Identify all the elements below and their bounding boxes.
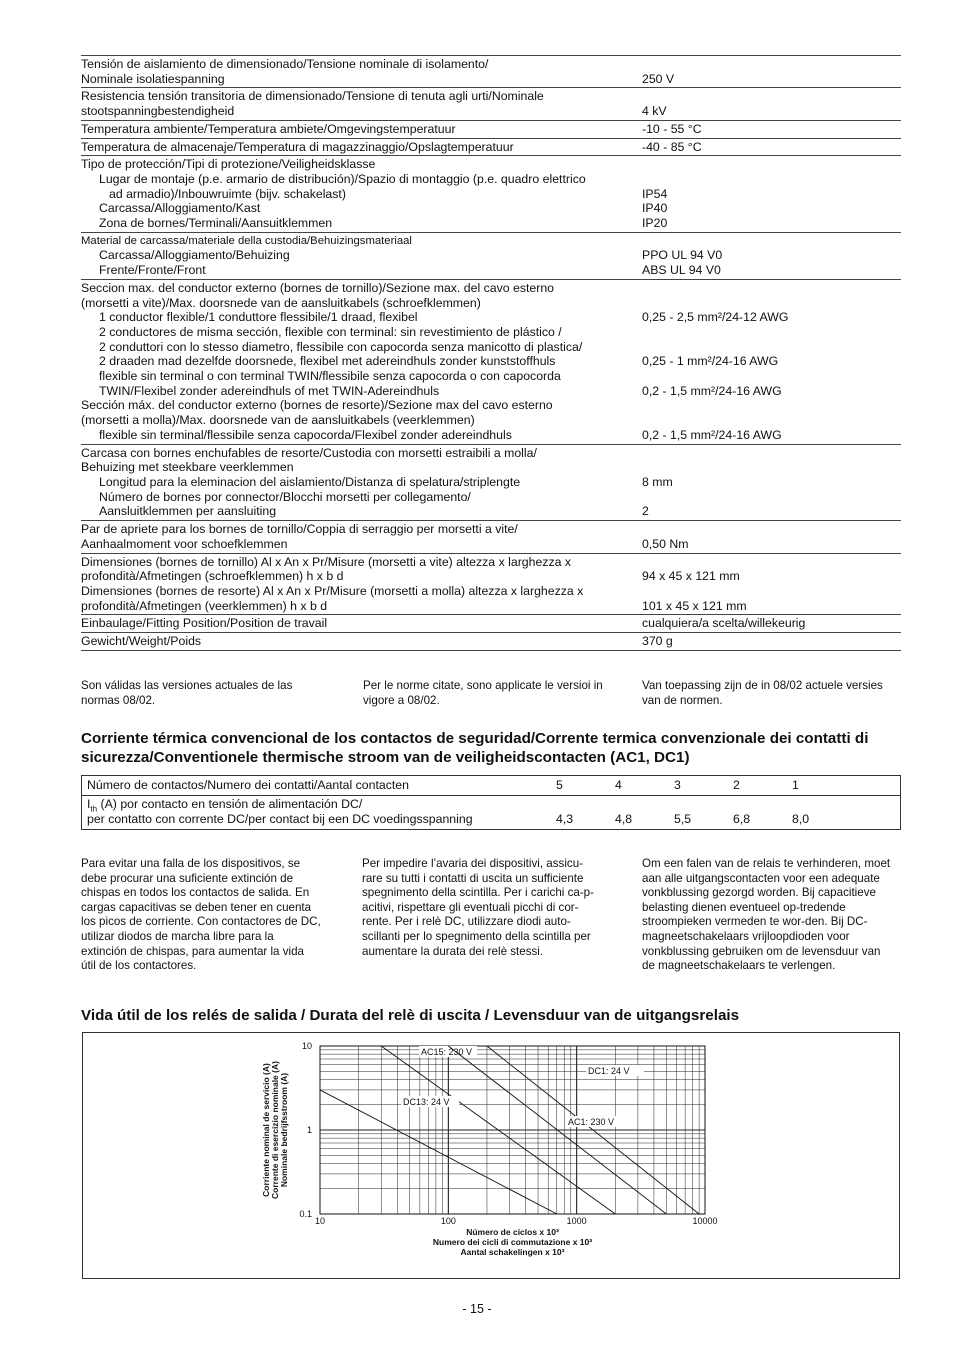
paragraph-line: stroompieken vermeden te wor-den. Bij DC-: [642, 915, 868, 929]
spec-label: Temperatura de almacenaje/Temperatura di magazzinaggio/Opslagtemperatuur: [81, 138, 642, 156]
spec-row: [81, 88, 901, 120]
spec-row: [81, 633, 901, 651]
spec-row: [81, 56, 901, 88]
spec-label: Tensión de aislamiento de dimensionado/Tensione nominale di isolamento/ Nominale isolatiespanning: [81, 56, 642, 88]
paragraph-line: cargas capacitivas se deben tener en cuenta: [81, 900, 312, 914]
spec-row: [81, 138, 901, 156]
section-title-thermal-current: Corriente térmica convencional de los contactos de seguridad/Corrente termica convenzionale dei contatti di sicurezza/Conventionele thermische stroom van de veiligheidscontacten (AC1, DC1): [81, 730, 869, 766]
specs-table: [81, 55, 901, 651]
paragraph-line: extinción de chispas, para aumentar la vida: [81, 944, 304, 958]
series-label: AC15: 230 V: [421, 1047, 473, 1057]
row-label-ith: $I_{th}$ (A) por contacto en tensión de alimentación DC/: [87, 797, 363, 814]
spec-row: [81, 553, 901, 615]
paragraph-line: belasting dienen eventueel op-tredende: [642, 900, 846, 914]
paragraph-line: útil de los contactores.: [81, 959, 197, 973]
spec-value: 8 mm 2: [642, 444, 901, 521]
y-axis-label: Nominale bedrijfsstroom (A): [279, 1072, 289, 1188]
paragraph-line: aan alle uitgangscontacten voor een adequate: [642, 871, 880, 885]
paragraph-line: utilizar diodos de marcha libre para la: [81, 929, 274, 943]
spec-label: Temperatura ambiente/Temperatura ambiete/Omgevingstemperatuur: [81, 120, 642, 138]
spec-label: Material de carcassa/materiale della custodia/Behuizingsmateriaal Carcassa/Alloggiamento/Behuizing Frente/Fronte/Front: [81, 232, 642, 279]
spec-label: Carcasa con bornes enchufables de resorte/Custodia con morsetti estraibili a molla/ Behuizing met steekbare veerklemmen Longitud para la eleminacion del aislamiento/Distanza di spelatura/striplengte Número de bornes por connector/Blocchi morsetti per collegamento/ Aansluitklemmen per aansluiting: [81, 444, 642, 521]
spec-label: Gewicht/Weight/Poids: [81, 633, 642, 651]
spec-label: Resistencia tensión transitoria de dimensionado/Tensione di tenuta agli urti/Nominale stootspanningbestendigheid: [81, 88, 642, 120]
y-axis-label: Corrente di esercizio nominale (A): [270, 1061, 280, 1199]
paragraph-line: scillanti per lo spegnimento della scintilla per: [362, 929, 591, 943]
series-label: DC13: 24 V: [403, 1097, 450, 1107]
y-axis-label: Corriente nominal de servicio (A): [261, 1063, 271, 1197]
paragraph-line: Per impedire l’avaria dei dispositivi, assicu-: [362, 857, 584, 870]
paragraph-nl: [642, 857, 904, 974]
x-axis-label: Número de ciclos x 10³: [466, 1227, 559, 1237]
spec-label: Einbaulage/Fitting Position/Position de travail: [81, 615, 642, 633]
paragraph-line: rare su tutti i contatti di uscita un sufficiente: [362, 871, 584, 885]
paragraph-line: Para evitar una falla de los dispositivos, se: [81, 857, 301, 870]
paragraph-es: [81, 857, 343, 974]
section-title-relay-life: Vida útil de los relés de salida / Durata del relè di uscita / Levensduur van de uitgangsrelais: [81, 1007, 740, 1024]
spec-value: cualquiera/a scelta/willekeurig: [642, 615, 901, 633]
y-tick-label: 0.1: [299, 1209, 312, 1219]
spec-row: [81, 279, 901, 444]
paragraph-line: magneetschakelaars vrijloopdioden voor: [642, 929, 850, 943]
y-tick-label: 10: [301, 1041, 312, 1051]
x-tick-label: 1000: [566, 1216, 587, 1226]
spec-row: [81, 444, 901, 521]
table-header-row: Número de contactos/Numero dei contatti/Aantal contacten 5 4 3 2 1: [82, 776, 900, 796]
paragraph-line: Om een falen van de relais te verhinderen, moet: [642, 857, 891, 870]
paragraph-line: los picos de corriente. Con contactores de DC,: [81, 915, 321, 929]
note-it: Per le norme citate, sono applicate le versioi in vigore a 08/02.: [363, 679, 603, 707]
note-es: Son válidas las versiones actuales de las normas 08/02.: [81, 679, 293, 707]
spec-value: 94 x 45 x 121 mm 101 x 45 x 121 mm: [642, 553, 901, 615]
page-number: - 15 -: [462, 1302, 492, 1316]
spec-value: -10 - 55 °C: [642, 120, 901, 138]
paragraph-line: debe procurar una suficiente extinción de: [81, 871, 294, 885]
series-label: AC1: 230 V: [568, 1117, 615, 1127]
spec-value: IP54 IP40 IP20: [642, 156, 901, 233]
paragraph-line: aumentare la durata dei relè stessi.: [362, 944, 544, 958]
spec-row: [81, 615, 901, 633]
series-line: [320, 1090, 557, 1214]
paragraph-line: rente. Per i relè DC, utilizzare diodi auto-: [362, 915, 571, 929]
spec-label: Par de apriete para los bornes de tornillo/Coppia di serraggio per morsetti a vite/ Aanhaalmoment voor schoefklemmen: [81, 521, 642, 553]
paragraph-line: de magneetschakelaars te verlengen.: [642, 959, 836, 973]
spec-value: 4 kV: [642, 88, 901, 120]
spec-label: Seccion max. del conductor externo (bornes de tornillo)/Sezione max. del cavo esterno (morsetti a vite)/Max. doorsnede van de aansluitkabels (schroefklemmen) 1 conductor flexible/1 conduttore flessibile/1 draad, flexibel 2 conductores de misma sección, flexible con terminal: sin revestimiento de plástico / 2 conduttori con lo stesso diametro, flessibile con capocorda senza manicotto di plastica/ 2 draaden mad dezelfde doorsnede, flexibel met adereindhuls zonder kunststoffhuls flexible sin terminal o con terminal TWIN/flessibile senza capocorda o con capocorda TWIN/Flexibel zonder adereindhuls of met TWIN-Adereindhuls Sección máx. del conductor externo (bornes de resorte)/Sezione max del cavo esterno (morsetti a molla)/Max. doorsnede van de aansluitkabels (veerklemmen) flexible sin terminal/flessibile senza capocorda/Flexibel zonder adereindhuls: [81, 279, 642, 444]
spec-value: 370 g: [642, 633, 901, 651]
x-axis-label: Numero dei cicli di commutazione x 10³: [432, 1237, 593, 1247]
x-tick-label: 10000: [692, 1216, 718, 1226]
spec-label: Tipo de protección/Tipi di protezione/Veiligheidsklasse Lugar de montaje (p.e. armario de distribución)/Spazio di montaggio (p.e. quadro elettrico ad armadio)/Inbouwruimte (bijv. schakelast) Carcassa/Alloggiamento/Kast Zona de bornes/Terminali/Aansuitklemmen: [81, 156, 642, 233]
spec-row: [81, 120, 901, 138]
spec-value: -40 - 85 °C: [642, 138, 901, 156]
paragraph-it: [362, 857, 624, 959]
spec-value: 0,25 - 2,5 mm²/24-12 AWG 0,25 - 1 mm²/24-16 AWG 0,2 - 1,5 mm²/24-16 AWG 0,2 - 1,5 mm²/24-16 AWG: [642, 279, 901, 444]
series-label: DC1: 24 V: [588, 1066, 630, 1076]
spec-row: [81, 232, 901, 279]
paragraph-line: vonkblussing gebruiken om de levensduur van: [642, 944, 881, 958]
spec-row: [81, 156, 901, 233]
relay-life-chart: [83, 1033, 899, 1278]
paragraph-line: spegnimento della scintilla. Per i carichi ca-p-: [362, 886, 594, 900]
relay-life-chart-frame: [82, 1032, 900, 1279]
note-nl: Van toepassing zijn de in 08/02 actuele versies van de normen.: [642, 679, 883, 707]
spec-value: 250 V: [642, 56, 901, 88]
y-tick-label: 1: [306, 1125, 312, 1135]
spec-value: 0,50 Nm: [642, 521, 901, 553]
x-tick-label: 100: [440, 1216, 456, 1226]
paragraph-line: chispas en todos los contactos de salida. En: [81, 886, 310, 900]
spec-label: Dimensiones (bornes de tornillo) Al x An x Pr/Misure (morsetti a vite) altezza x larghezza x profondità/Afmetingen (schroefklemmen) h x b d Dimensiones (bornes de resorte) Al x An x Pr/Misure (morsetti a molla) altezza x larghezza x profondità/Afmetingen (veerklemmen) h x b d: [81, 553, 642, 615]
paragraph-line: vonkblussing gezorgd worden. Bij capacitieve: [642, 886, 876, 900]
x-tick-label: 10: [314, 1216, 326, 1226]
table-row: $I_{th}$ (A) por contacto en tensión de alimentación DC/ per contatto con corrente DC/per contact bij een DC voedingsspanning 4,3 4,8 5,5 6,8 8,0: [87, 797, 810, 826]
x-axis-label: Aantal schakelingen x 10³: [460, 1247, 565, 1257]
paragraph-line: acitivi, rispettare gli eventuali picchi di cor-: [362, 900, 579, 914]
thermal-current-table: [81, 775, 901, 830]
spec-value: PPO UL 94 V0 ABS UL 94 V0: [642, 232, 901, 279]
spec-row: [81, 521, 901, 553]
